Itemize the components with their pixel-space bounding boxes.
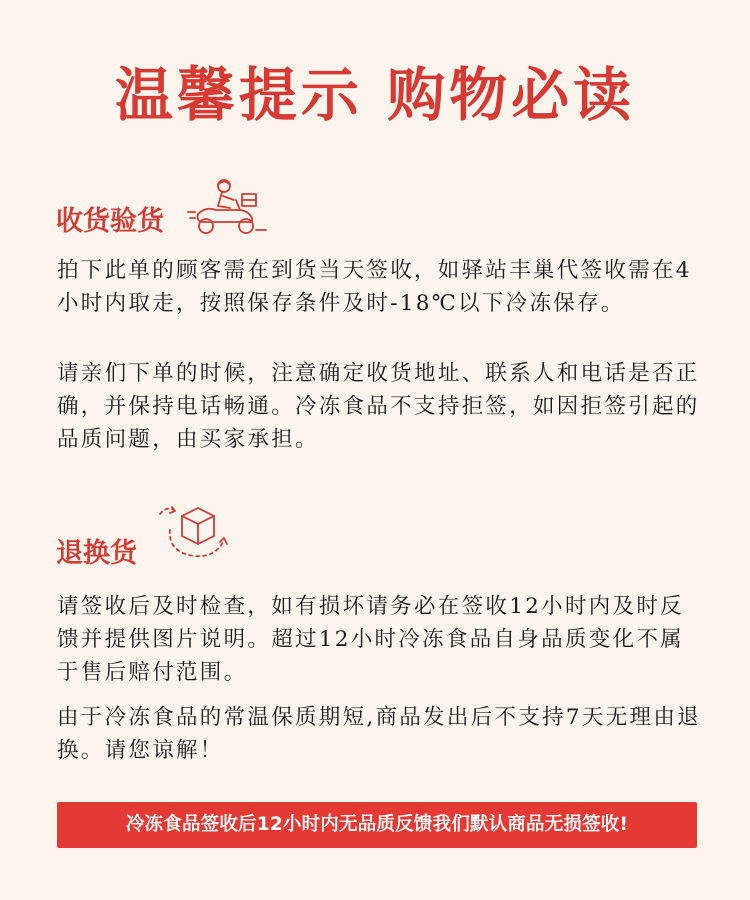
receiving-paragraph-1: 拍下此单的顾客需在到货当天签收，如驿站丰巢代签收需在4小时内取走，按照保存条件及时-18℃以下冷冻保存。 — [57, 258, 692, 316]
section-title-receiving: 收货验货 — [56, 206, 164, 237]
section-title-returns: 退换货 — [56, 538, 137, 569]
section-heading-returns — [56, 540, 137, 567]
receiving-paragraph-2: 请亲们下单的时候，注意确定收货地址、联系人和电话是否正确，并保持电话畅通。冷冻食品不支持拒签，如因拒签引起的品质问题，由买家承担。 — [57, 361, 700, 452]
returns-paragraph-1: 请签收后及时检查，如有损坏请务必在签收12小时内及时反馈并提供图片说明。超过12小时冷冻食品自身品质变化不属于售后赔付范围。 — [57, 594, 684, 685]
section-heading-receiving — [56, 208, 164, 235]
delivery-scooter-icon — [186, 176, 268, 240]
notice-banner: 冷冻食品签收后12小时内无品质反馈我们默认商品无损签收! — [57, 802, 697, 848]
page-title: 温馨提示 购物必读 — [114, 61, 636, 129]
return-box-icon — [154, 500, 234, 564]
returns-paragraph-2: 由于冷冻食品的常温保质期短,商品发出后不支持7天无理由退换。请您谅解！ — [57, 705, 701, 763]
